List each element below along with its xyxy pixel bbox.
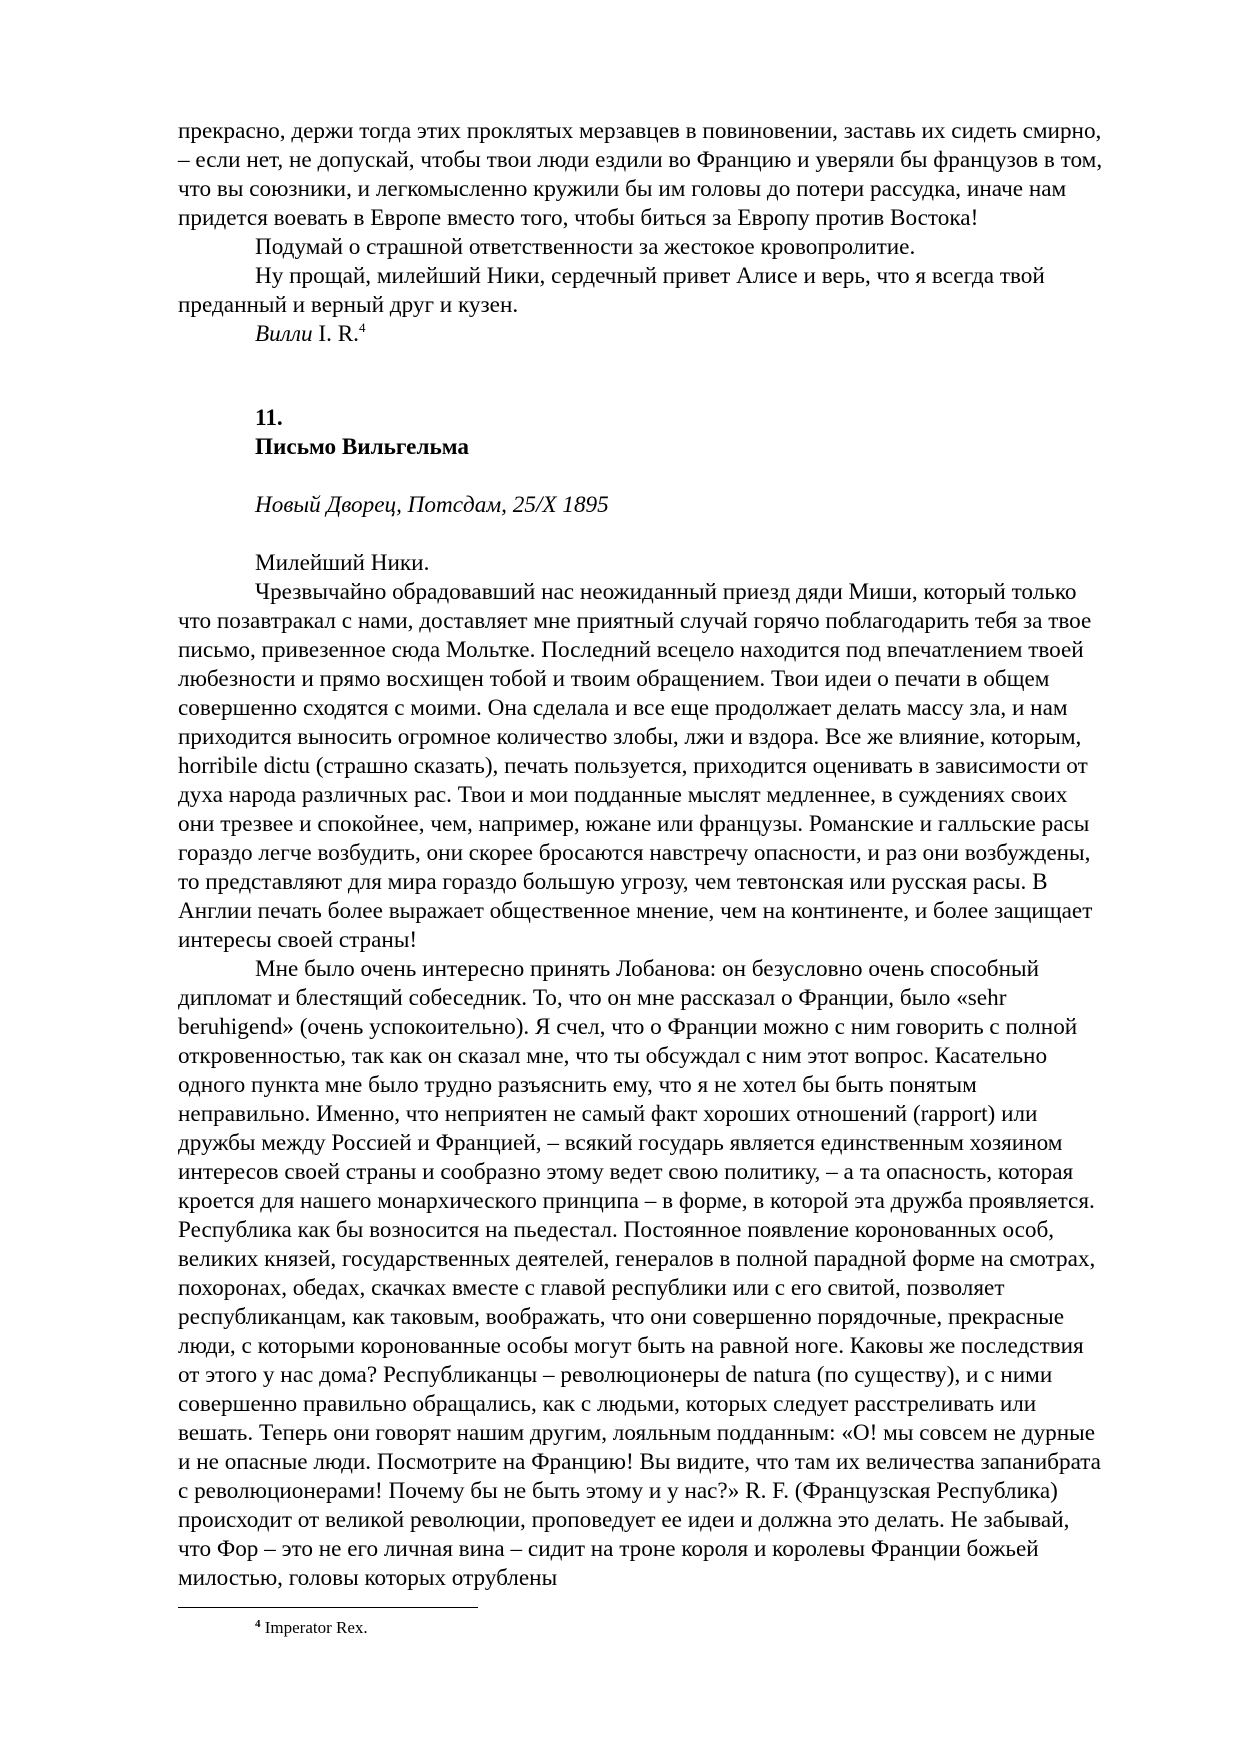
letter-dateline: Новый Дворец, Потсдам, 25/X 1895 xyxy=(255,492,609,518)
letter-body xyxy=(178,578,1108,1593)
letter-title: Письмо Вильгельма xyxy=(255,434,469,460)
letter-number: 11. xyxy=(255,405,283,431)
body-paragraph: Мне было очень интересно принять Лобанова: он безусловно очень способный дипломат и блестящий собеседник. То, что он мне рассказал о Франции, было «sehr beruhigend» (очень успокоительно). Я счел, что о Франции можно с ним говорить с полной откровенностью, так как он сказал мне, что ты обсуждал с ним этот вопрос. Касательно одного пункта мне было трудно разъяснить ему, что я не хотел бы быть понятым неправильно. Именно, что неприятен не самый факт хороших отношений (rapport) или дружбы между Россией и Францией, – всякий государь является единственным хозяином интересов своей страны и сообразно этому ведет свою политику, – а та опасность, которая кроется для нашего монархического принципа – в форме, в которой эта дружба проявляется. Республика как бы возносится на пьедестал. Постоянное появление коронованных особ, великих князей, государственных деятелей, генералов в полной парадной форме на смотрах, похоронах, обедах, скачках вместе с главой республики или с его свитой, позволяет республиканцам, как таковым, воображать, что они совершенно порядочные, прекрасные люди, с которыми коронованные особы могут быть на равной ноге. Каковы же последствия от этого у нас дома? Республиканцы – революционеры de natura (по существу), и с ними совершенно правильно обращались, как с людьми, которых следует расстреливать или вешать. Теперь они говорят нашим другим, лояльным подданным: «О! мы совсем не дурные и не опасные люди. Посмотрите на Францию! Вы видите, что там их величества запанибрата с революционерами! Почему бы не быть этому и у нас?» R. F. (Французская Республика) происходит от великой революции, проповедует ее идеи и должна это делать. Не забывай, что Фор – это не его личная вина – сидит на троне короля и королевы Франции божьей милостью, головы которых отрублены xyxy=(178,956,1101,1591)
footnote xyxy=(255,1617,368,1639)
previous-letter-ending xyxy=(178,117,1108,349)
signature-title: I. R. xyxy=(312,321,359,347)
signature-line xyxy=(178,320,1108,349)
body-paragraph: Чрезвычайно обрадовавший нас неожиданный приезд дяди Миши, который только что позавтракал с нами, доставляет мне приятный случай горячо поблагодарить тебя за твое письмо, привезенное сюда Мольтке. Последний всецело находится под впечатлением твоей любезности и прямо восхищен тобой и твоим обращением. Твои идеи о печати в общем совершенно сходятся с моими. Она сделала и все еще продолжает делать массу зла, и нам приходится выносить огромное количество злобы, лжи и вздора. Все же влияние, которым, horribile dictu (страшно сказать), печать пользуется, приходится оценивать в зависимости от духа народа различных рас. Твои и мои подданные мыслят медленнее, в суждениях своих они трезвее и спокойнее, чем, например, южане или французы. Романские и галльские расы гораздо легче возбудить, они скорее бросаются навстречу опасности, и раз они возбуждены, то представляют для мира гораздо большую угрозу, чем тевтонская или русская расы. В Англии печать более выражает общественное мнение, чем на континенте, и более защищает интересы своей страны! xyxy=(178,579,1093,953)
footnote-reference: 4 xyxy=(358,320,366,335)
footnote-number: 4 xyxy=(255,1618,261,1630)
farewell-paragraph: Ну прощай, милейший Ники, сердечный привет Алисе и верь, что я всегда твой преданный и верный друг и кузен. xyxy=(178,263,1045,318)
footnote-separator xyxy=(178,1607,478,1608)
footnote-text: Imperator Rex. xyxy=(264,1618,368,1637)
letter-salutation: Милейший Ники. xyxy=(255,550,430,576)
intro-paragraph: прекрасно, держи тогда этих проклятых мерзавцев в повиновении, заставь их сидеть смирно, – если нет, не допускай, чтобы твои люди ездили во Францию и уверяли бы французов в том, что вы союзники, и легкомысленно кружили бы им головы до потери рассудка, иначе нам придется воевать в Европе вместо того, чтобы биться за Европу против Востока! xyxy=(178,118,1103,231)
responsibility-paragraph: Подумай о страшной ответственности за жестокое кровопролитие. xyxy=(255,234,916,260)
signature-name: Вилли xyxy=(255,321,313,347)
